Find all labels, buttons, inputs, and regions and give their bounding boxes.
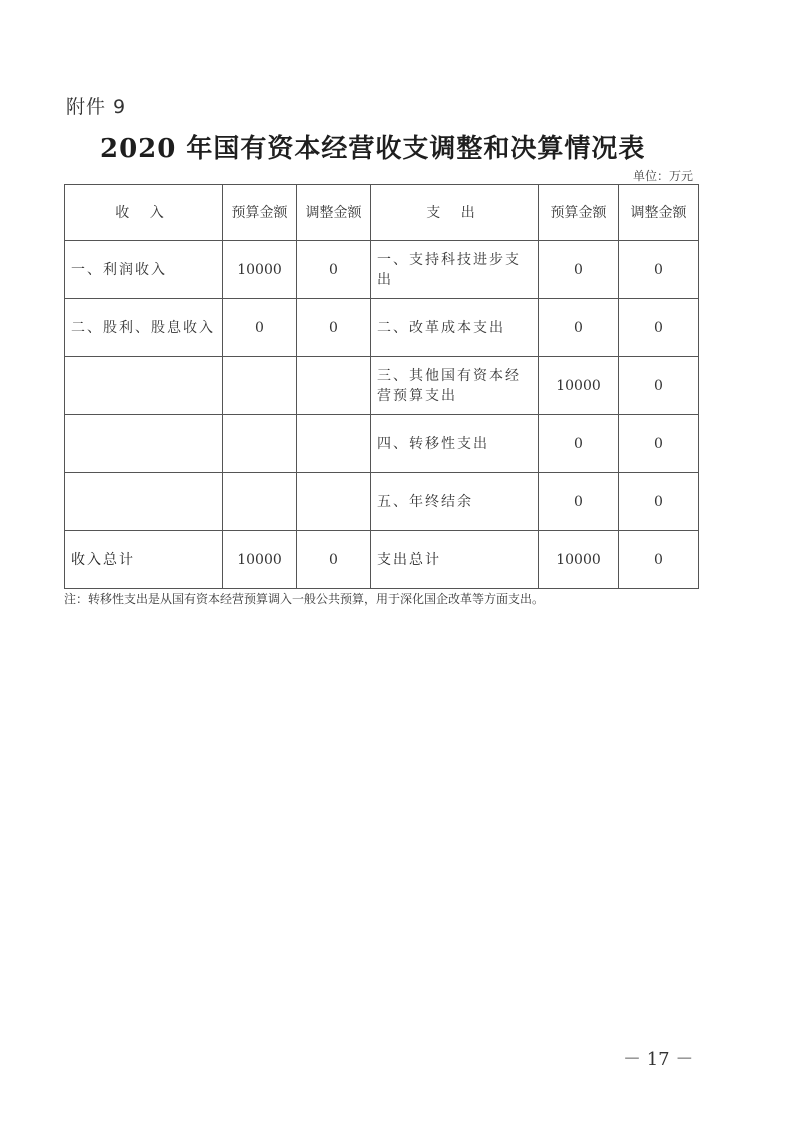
expenditure-budget-value: 10000: [539, 357, 619, 415]
expenditure-budget-value: 0: [539, 299, 619, 357]
expenditure-item: 一、支持科技进步支出: [371, 241, 539, 299]
income-budget-value: [223, 473, 297, 531]
expenditure-adjusted-value: 0: [619, 241, 699, 299]
income-item: 一、利润收入: [65, 241, 223, 299]
income-adjusted-value: 0: [297, 241, 371, 299]
income-adjusted-value: [297, 473, 371, 531]
expenditure-adjusted-value: 0: [619, 415, 699, 473]
income-budget-value: 10000: [223, 241, 297, 299]
page-number: － 17 －: [623, 1049, 694, 1070]
table-header-row: [65, 185, 699, 241]
table-row: [65, 473, 699, 531]
income-adjusted-value: [297, 415, 371, 473]
column-header-expenditure: 支 出: [371, 185, 539, 241]
expenditure-adjusted-value: 0: [619, 299, 699, 357]
column-header-adjusted-amount: 调整金额: [297, 185, 371, 241]
unit-label: 单位：万元: [632, 169, 693, 183]
table-row: [65, 415, 699, 473]
expenditure-item: 五、年终结余: [371, 473, 539, 531]
column-header-budget-amount: 预算金额: [539, 185, 619, 241]
income-total-label: 收入总计: [65, 531, 223, 589]
expenditure-adjusted-value: 0: [619, 357, 699, 415]
expenditure-budget-value: 0: [539, 415, 619, 473]
table-row: [65, 241, 699, 299]
column-header-adjusted-amount: 调整金额: [619, 185, 699, 241]
column-header-income: 收 入: [65, 185, 223, 241]
expenditure-item: 三、其他国有资本经营预算支出: [371, 357, 539, 415]
income-item: [65, 415, 223, 473]
income-total-budget-value: 10000: [223, 531, 297, 589]
expenditure-budget-value: 0: [539, 473, 619, 531]
expenditure-item: 二、改革成本支出: [371, 299, 539, 357]
table-row: [65, 357, 699, 415]
income-total-adjusted-value: 0: [297, 531, 371, 589]
income-adjusted-value: 0: [297, 299, 371, 357]
income-budget-value: [223, 415, 297, 473]
income-budget-value: [223, 357, 297, 415]
table-row: [65, 299, 699, 357]
income-adjusted-value: [297, 357, 371, 415]
expenditure-budget-value: 0: [539, 241, 619, 299]
attachment-label: 附件 9: [66, 96, 127, 118]
table-footnote: 注：转移性支出是从国有资本经营预算调入一般公共预算，用于深化国企改革等方面支出。: [64, 592, 545, 606]
income-item: 二、股利、股息收入: [65, 299, 223, 357]
expenditure-total-adjusted-value: 0: [619, 531, 699, 589]
budget-table: [64, 184, 699, 589]
table-total-row: [65, 531, 699, 589]
column-header-budget-amount: 预算金额: [223, 185, 297, 241]
page-title: 2020 年国有资本经营收支调整和决算情况表: [100, 134, 646, 164]
income-budget-value: 0: [223, 299, 297, 357]
income-item: [65, 473, 223, 531]
expenditure-item: 四、转移性支出: [371, 415, 539, 473]
expenditure-total-budget-value: 10000: [539, 531, 619, 589]
income-item: [65, 357, 223, 415]
expenditure-total-label: 支出总计: [371, 531, 539, 589]
expenditure-adjusted-value: 0: [619, 473, 699, 531]
